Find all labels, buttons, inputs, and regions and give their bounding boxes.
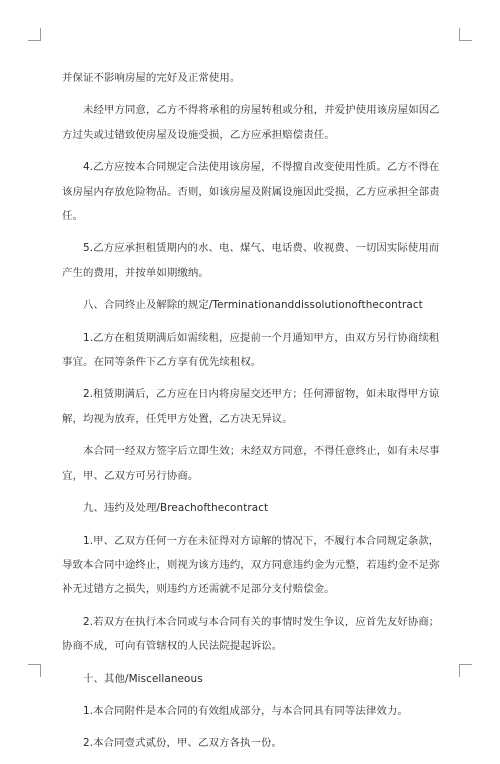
paragraph: 2.若双方在执行本合同或与本合同有关的事情时发生争议，应首先友好协商；协商不成，可向有管辖权的人民法院提起诉讼。 xyxy=(62,615,440,653)
paragraph: 1.本合同附件是本合同的有效组成部分，与本合同具有同等法律效力。 xyxy=(83,704,408,717)
paragraph: 5.乙方应承担租赁期内的水、电、煤气、电话费、收视费、一切因实际使用而产生的费用，并按单如期缴纳。 xyxy=(62,242,440,279)
corner-mark-top-left xyxy=(28,28,41,41)
section-heading-termination: 八、合同终止及解除的规定/Terminationanddissolutionofthecontract xyxy=(83,299,423,312)
paragraph: 并保证不影响房屋的完好及正常使用。 xyxy=(62,72,241,84)
corner-mark-bottom-right xyxy=(459,664,472,677)
corner-mark-bottom-left xyxy=(28,664,41,677)
paragraph: 本合同一经双方签字后立即生效；未经双方同意，不得任意终止，如有未尽事宜，甲、乙双方可另行协商。 xyxy=(62,445,440,482)
corner-mark-top-right xyxy=(459,28,472,41)
paragraph: 4.乙方应按本合同规定合法使用该房屋，不得擅自改变使用性质。乙方不得在该房屋内存放危险物品。否则，如该房屋及附属设施因此受损，乙方应承担全部责任。 xyxy=(62,161,440,223)
paragraph: 1.甲、乙双方任何一方在未征得对方谅解的情况下，不履行本合同规定条款，导致本合同中途终止，则视为该方违约，双方同意违约金为元整，若违约金不足弥补无过错方之损失，则违约方还需就不足部分支付赔偿金。 xyxy=(62,534,440,596)
section-heading-breach: 九、违约及处理/Breachofthecontract xyxy=(83,502,269,515)
paragraph: 2.租赁期满后，乙方应在日内将房屋交还甲方；任何滞留物，如未取得甲方谅解，均视为放弃，任凭甲方处置，乙方决无异议。 xyxy=(62,388,440,425)
paragraph: 1.乙方在租赁期满后如需续租，应提前一个月通知甲方，由双方另行协商续租事宜。在同等条件下乙方享有优先续租权。 xyxy=(62,331,440,369)
document-body xyxy=(62,66,444,764)
paragraph: 2.本合同壹式贰份，甲、乙双方各执一份。 xyxy=(83,737,282,750)
paragraph: 未经甲方同意，乙方不得将承租的房屋转租或分租，并爱护使用该房屋如因乙方过失或过错致使房屋及设施受损，乙方应承担赔偿责任。 xyxy=(62,104,440,141)
section-heading-miscellaneous: 十、其他/Miscellaneous xyxy=(83,672,203,685)
